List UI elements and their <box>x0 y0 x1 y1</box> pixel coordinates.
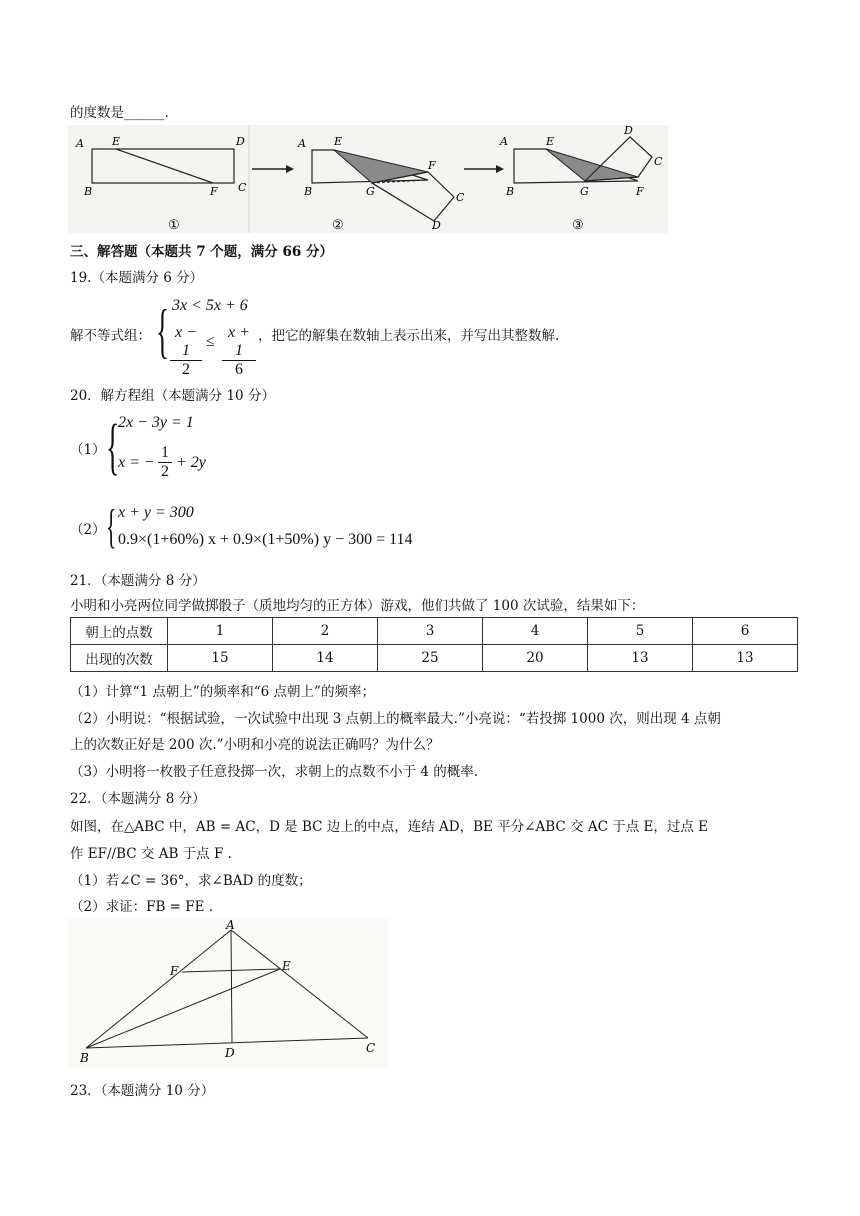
fig2-label-d: D <box>432 219 441 232</box>
fig2-label-e: E <box>334 135 343 148</box>
folding-figure <box>68 125 668 233</box>
table-cell: 4 <box>483 618 588 645</box>
tri-label-c: C <box>366 1041 376 1055</box>
q22-line2: 作 EF//BC 交 AB 于点 F . <box>70 846 232 862</box>
q19-frac-2: $\frac{x + 1}{6}$ <box>222 324 256 379</box>
fig1-label-d: D <box>236 135 245 148</box>
fig2-label-c: C <box>456 191 465 204</box>
q20-part1-label: （1） <box>70 442 106 458</box>
q20-part1-eq2a: x = − <box>118 454 155 471</box>
fig3-label-d: D <box>624 125 633 137</box>
table-cell: 20 <box>483 645 588 672</box>
table-cell: 2 <box>273 618 378 645</box>
tri-label-e: E <box>282 959 291 973</box>
fig1-label-f: F <box>210 185 218 198</box>
previous-question-tail: 的度数是______. <box>70 105 169 121</box>
fig3-label-g: G <box>580 185 589 198</box>
fig2-label-f: F <box>428 159 436 172</box>
table-row <box>71 645 798 672</box>
q20-part2-eq2: 0.9×(1+60%) x + 0.9×(1+50%) y − 300 = 114 <box>118 531 413 548</box>
fig2-label-a: A <box>298 137 306 150</box>
q20-part2-label: （2） <box>70 522 106 538</box>
q22-header: 22．（本题满分 8 分） <box>70 791 206 807</box>
fig3-label-c: C <box>654 155 663 168</box>
q20-part1-brace: { <box>106 413 120 481</box>
table-cell: 14 <box>273 645 378 672</box>
tri-label-a: A <box>226 918 235 932</box>
tri-label-d: D <box>225 1046 235 1060</box>
q21-sub2-line2: 上的次数正好是 200 次.”小明和小亮的说法正确吗？为什么？ <box>70 737 440 753</box>
q20-header: 20．解方程组（本题满分 10 分） <box>70 388 275 404</box>
q20-part2-eq1: x + y = 300 <box>118 504 194 521</box>
fig1-label-e: E <box>112 135 121 148</box>
fig3-number: ③ <box>572 218 584 233</box>
q23-header: 23．（本题满分 10 分） <box>70 1083 215 1099</box>
dice-results-table <box>70 617 798 672</box>
section-title: 三、解答题（本题共 7 个题，满分 66 分） <box>70 244 333 260</box>
fig1-label-c: C <box>238 181 247 194</box>
table-cell: 5 <box>588 618 693 645</box>
table-cell: 25 <box>378 645 483 672</box>
fig2-label-g: G <box>366 185 375 198</box>
q22-sub1: （1）若∠C = 36°，求∠BAD 的度数； <box>70 873 312 889</box>
q20-part1-frac: $\frac{1}{2}$ <box>158 444 172 481</box>
table-cell: 朝上的点数 <box>71 618 168 645</box>
table-cell: 6 <box>693 618 798 645</box>
fig3-label-e: E <box>546 135 555 148</box>
fig2-label-b: B <box>304 185 313 198</box>
fig3-label-b: B <box>506 185 515 198</box>
q19-brace: { <box>156 298 169 364</box>
table-cell: 出现的次数 <box>71 645 168 672</box>
triangle-figure <box>68 918 388 1068</box>
fig1-number: ① <box>168 218 180 233</box>
q19-le: ≤ <box>206 333 215 350</box>
fig1-label-b: B <box>84 185 93 198</box>
q21-sub1: （1）计算“1 点朝上”的频率和“6 点朝上”的频率； <box>70 684 375 700</box>
q20-part1-eq2b: + 2y <box>176 454 206 471</box>
q21-sub2-line1: （2）小明说：“根据试验，一次试验中出现 3 点朝上的概率最大.”小亮说：“若投掷 1000 次，则出现 4 点朝 <box>70 711 721 727</box>
q19-tail: ，把它的解集在数轴上表示出来，并写出其整数解. <box>258 328 560 344</box>
q19-lead: 解不等式组： <box>70 328 151 344</box>
q20-part2-brace: { <box>106 500 117 553</box>
q19-header: 19.（本题满分 6 分） <box>70 270 204 286</box>
q22-sub2: （2）求证：FB = FE . <box>70 899 214 915</box>
table-row <box>71 618 798 645</box>
q19-frac-1: $\frac{x - 1}{2}$ <box>170 324 202 379</box>
fig1-label-a: A <box>76 137 84 150</box>
fig3-label-f: F <box>636 185 644 198</box>
q19-ineq-1: 3x < 5x + 6 <box>172 297 248 314</box>
table-cell: 3 <box>378 618 483 645</box>
q20-part1-eq1: 2x − 3y = 1 <box>118 414 194 431</box>
q21-intro: 小明和小亮两位同学做掷骰子（质地均匀的正方体）游戏，他们共做了 100 次试验，结果如下： <box>70 598 645 614</box>
table-cell: 1 <box>168 618 273 645</box>
q22-line1: 如图，在△ABC 中，AB = AC，D 是 BC 边上的中点，连结 AD，BE 平分∠ABC 交 AC 于点 E，过点 E <box>70 819 708 835</box>
table-cell: 15 <box>168 645 273 672</box>
fig3-label-a: A <box>500 135 508 148</box>
q21-sub3: （3）小明将一枚骰子任意投掷一次，求朝上的点数不小于 4 的概率. <box>70 764 479 780</box>
fig2-number: ② <box>332 218 344 233</box>
table-cell: 13 <box>693 645 798 672</box>
tri-label-b: B <box>80 1051 89 1065</box>
table-cell: 13 <box>588 645 693 672</box>
tri-label-f: F <box>170 964 179 978</box>
q21-header: 21．（本题满分 8 分） <box>70 573 206 589</box>
